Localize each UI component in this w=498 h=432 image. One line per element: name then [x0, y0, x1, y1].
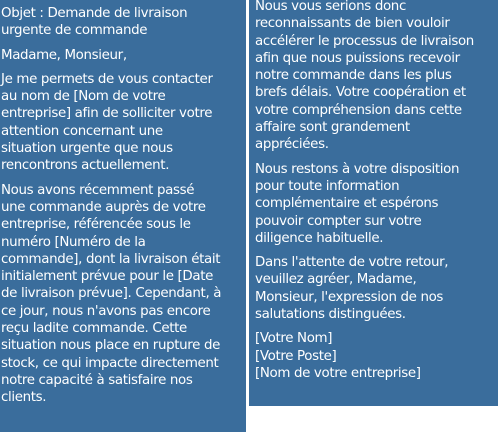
text-line: Nous restons à votre disposition	[255, 161, 460, 177]
text-line: initialement prévue pour le [Date	[1, 269, 214, 285]
text-line: au nom de [Nom de votre	[1, 89, 166, 105]
text-line: Madame, Monsieur,	[1, 47, 127, 63]
text-line: appréciées.	[255, 137, 329, 153]
text-line: complémentaire et espérons	[255, 196, 439, 212]
text-line: Monsieur, l'expression de nos	[255, 289, 444, 305]
text-line: situation nous place en rupture de	[1, 338, 220, 354]
text-line: pouvoir compter sur votre	[255, 213, 422, 229]
text-line: diligence habituelle.	[255, 230, 384, 246]
text-line: Nous avons récemment passé	[1, 182, 195, 198]
text-line: pour toute information	[255, 178, 400, 194]
text-line: accélérer le processus de livraison	[255, 33, 474, 49]
letter-column-left	[0, 0, 246, 432]
letter-subject	[1, 5, 246, 40]
letter-column-right	[249, 0, 498, 406]
text-line: notre commande dans les plus	[255, 68, 452, 84]
text-line: Nous vous serions donc	[255, 0, 406, 14]
text-line: salutations distinguées.	[255, 307, 406, 323]
text-line: rencontrons actuellement.	[1, 158, 170, 174]
text-line: afin que nous puissions recevoir	[255, 50, 460, 66]
text-line: stock, ce qui impacte directement	[1, 355, 219, 371]
letter-paragraph-intro	[1, 71, 246, 175]
text-line: reconnaissants de bien vouloir	[255, 16, 450, 32]
text-line: une commande auprès de votre	[1, 199, 206, 215]
signature-position: [Votre Poste]	[255, 348, 337, 364]
text-line: attention concernant une	[1, 123, 163, 139]
text-line: reçu ladite commande. Cette	[1, 321, 187, 337]
text-line: entreprise, référencée sous le	[1, 217, 191, 233]
text-line: numéro [Numéro de la	[1, 234, 146, 250]
letter-paragraph-request	[255, 0, 498, 154]
signature-name: [Votre Nom]	[255, 331, 333, 347]
text-line: ce jour, nous n'avons pas encore	[1, 303, 211, 319]
text-line: entreprise] afin de solliciter votre	[1, 106, 213, 122]
text-line: Je me permets de vous contacter	[1, 71, 213, 87]
letter-salutation	[1, 47, 246, 64]
text-line: brefs délais. Votre coopération et	[255, 85, 466, 101]
text-line: Objet : Demande de livraison	[1, 6, 188, 21]
text-line: notre capacité à satisfaire nos	[1, 372, 193, 388]
signature-company: [Nom de votre entreprise]	[255, 365, 421, 381]
text-line: situation urgente que nous	[1, 141, 173, 157]
text-line: votre compréhension dans cette	[255, 102, 462, 118]
text-line: veuillez agréer, Madame,	[255, 272, 417, 288]
letter-paragraph-situation	[1, 182, 246, 407]
text-line: affaire sont grandement	[255, 120, 410, 136]
letter-paragraph-availability	[255, 161, 498, 247]
letter-paragraph-closing	[255, 254, 498, 323]
text-line: commande], dont la livraison était	[1, 251, 221, 267]
text-line: clients.	[1, 390, 47, 406]
text-line: urgente de commande	[1, 23, 148, 39]
text-line: de livraison prévue]. Cependant, à	[1, 286, 222, 302]
text-line: Dans l'attente de votre retour,	[255, 255, 449, 271]
letter-signature	[255, 330, 498, 382]
